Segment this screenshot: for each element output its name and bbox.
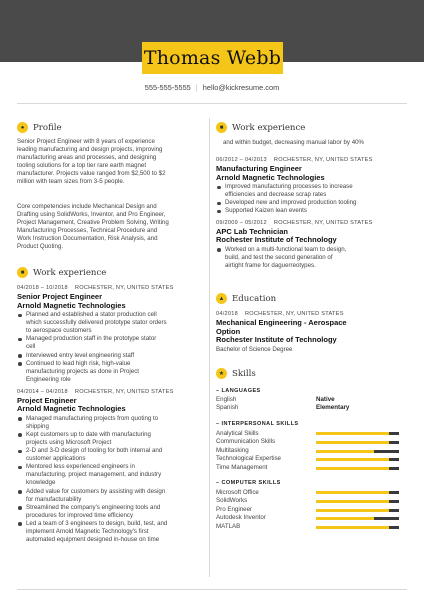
skill-level-bar (316, 467, 399, 470)
job-2-bullet: Led a team of 3 engineers to design, build, test, and implement Arnold Magnetic Technology's first automated equipment designed in-house on time (17, 520, 203, 544)
phone-number: 555-555-5555 (144, 83, 191, 92)
job-1-title: Senior Project Engineer (17, 292, 103, 301)
job-2-bullet: Mentored less experienced engineers in manufacturing, project management, and industry knowledge (17, 463, 203, 487)
skill-name: Microsoft Office (216, 488, 259, 496)
date-range: 04/2018 – 10/2018 (17, 285, 68, 291)
language-level: Native (316, 396, 335, 403)
skill-level-fill (316, 509, 389, 512)
skill-level-bar (316, 458, 399, 461)
skill-name: Analytical Skills (216, 429, 259, 437)
job-3-bullet: Developed new and improved production tooling (216, 199, 408, 207)
job-2-bullet: 2-D and 3-D design of tooling for both internal and customer applications (17, 447, 203, 463)
skill-name: Multitasking (216, 446, 249, 454)
job-4-title: APC Lab Technician (216, 226, 288, 236)
contact-line (0, 83, 424, 92)
job-2-bullet: Streamlined the company's engineering tools and procedures for improved time efficiency (17, 504, 203, 520)
computer-skills-label: – COMPUTER SKILLS (216, 480, 281, 486)
date-range: 06/2012 – 04/2013 (216, 157, 267, 163)
work-experience-continued-heading-title: Work experience (232, 122, 306, 133)
job-2-bullet: Added value for customers by assisting with design for manufacturability (17, 488, 203, 504)
job-3-meta (216, 157, 373, 163)
languages-label: – LANGUAGES (216, 388, 261, 394)
language-name: English (216, 396, 237, 403)
job-3-company: Arnold Magnetic Technologies (216, 172, 325, 182)
skill-level-bar (316, 432, 399, 435)
skill-name: Communication Skills (216, 438, 276, 446)
degree-title: Mechanical Engineering - Aerospace Option (216, 318, 347, 336)
skill-name: MATLAB (216, 522, 241, 530)
star-icon: ★ (216, 368, 227, 379)
education-heading (216, 293, 276, 304)
degree-level: Bachelor of Science Degree (216, 345, 293, 353)
person-icon: ● (17, 122, 28, 133)
profile-summary: Senior Project Engineer with 8 years of experience leading manufacturing and design projects, improving manufacturing areas and processes, and designing tooling solutions for a top tier rare earth magnet manufacturer. Projects value ranged from $2,500 to $2 million with team sizes from 3-5 people. (17, 137, 166, 185)
job-2-bullet: Kept customers up to date with manufacturing projects using Microsoft Project (17, 431, 203, 447)
job-location: ROCHESTER, NY, UNITED STATES (273, 219, 373, 226)
skill-level-bar (316, 441, 399, 444)
profile-heading-title: Profile (33, 122, 62, 133)
job-1-bullet: Interviewed entry level engineering staff (17, 352, 203, 360)
work-experience-continued-heading (216, 122, 305, 133)
job-1-bullet: Planned and established a stator production cell which successfully delivered prototype stator orders to aerospace customers (17, 311, 203, 335)
job-1-bullet: Managed production staff in the prototype stator cell (17, 335, 203, 351)
job-location: ROCHESTER, NY, UNITED STATES (74, 388, 174, 395)
skill-level-bar (316, 491, 399, 494)
job-3-bullet: Supported Kaizen lean events (216, 207, 408, 215)
education-meta (216, 311, 344, 317)
skill-name: Pro Engineer (216, 505, 253, 513)
date-range: 09/2009 – 05/2012 (216, 219, 267, 226)
skill-name: Time Management (216, 463, 268, 471)
school-name: Rochester Institute of Technology (216, 335, 337, 344)
profile-competencies: Core competencies include Mechanical Design and Drafting using SolidWorks, Inventor, and Pro Engineer, Project Management, Creative Problem Solving, Writing Manufacturing Processes, Technical Procedure and Work Instruction Documentation, Risk Analysis, and Product Quoting. (17, 202, 169, 250)
job-4-company: Rochester Institute of Technology (216, 235, 337, 244)
skill-level-bar (316, 450, 399, 453)
job-location: ROCHESTER, NY, UNITED STATES (273, 157, 373, 163)
graduation-cap-icon: ▲ (216, 293, 227, 304)
language-level: Elementary (316, 404, 350, 412)
job-location: ROCHESTER, NY, UNITED STATES (74, 285, 174, 291)
skill-name: Autodesk Inventor (216, 514, 266, 522)
skill-level-bar (316, 509, 399, 512)
job-3-title: Manufacturing Engineer (216, 164, 302, 173)
skill-level-fill (316, 467, 389, 470)
date-range: 04/2014 – 04/2018 (17, 388, 68, 395)
skills-heading-title: Skills (232, 368, 256, 379)
interpersonal-skills-label: – INTERPERSONAL SKILLS (216, 421, 299, 427)
job-1-meta (17, 285, 174, 291)
skill-name: SolidWorks (216, 497, 248, 505)
bottom-divider (17, 589, 407, 590)
skills-heading (216, 368, 256, 379)
column-divider (209, 118, 210, 577)
briefcase-icon: ■ (216, 122, 227, 133)
top-divider (17, 103, 407, 104)
skill-level-fill (316, 441, 389, 444)
work-experience-heading-title: Work experience (33, 267, 107, 278)
job-continuation-text: and within budget, decreasing manual labor by 40% (223, 139, 364, 146)
job-2-title: Project Engineer (17, 395, 77, 405)
email-address: hello@kickresume.com (202, 83, 280, 92)
skill-name: Technological Expertise (216, 455, 282, 463)
job-1-bullet: Continued to lead high risk, high-value manufacturing projects as done in Project Engineering role (17, 360, 203, 384)
education-heading-title: Education (232, 293, 277, 304)
briefcase-icon: ■ (17, 267, 28, 278)
skill-level-fill (316, 450, 374, 453)
job-2-bullet: Managed manufacturing projects from quoting to shipping (17, 415, 203, 431)
skill-level-fill (316, 500, 389, 503)
work-experience-heading (17, 267, 106, 278)
language-name: Spanish (216, 404, 239, 412)
candidate-name: Thomas Webb (143, 47, 282, 69)
job-4-meta (216, 220, 373, 226)
skill-level-fill (316, 491, 389, 494)
name-banner (142, 42, 283, 74)
job-4-bullet: Worked on a multi-functional team to design, build, and test the second generation of airtight frame for daguerreotypes. (216, 246, 408, 270)
skill-level-bar (316, 517, 399, 520)
skill-level-fill (316, 517, 374, 520)
skill-level-fill (316, 432, 389, 435)
job-2-meta (17, 389, 174, 395)
skill-level-fill (316, 458, 389, 461)
skill-level-bar (316, 526, 399, 529)
job-3-bullet: Improved manufacturing processes to increase efficiencies and decrease scrap rates (216, 183, 408, 199)
job-location: ROCHESTER, NY, UNITED STATES (244, 311, 344, 317)
date-range: 04/2018 (216, 311, 238, 317)
profile-heading (17, 122, 62, 133)
job-1-company: Arnold Magnetic Technologies (17, 300, 126, 310)
job-2-company: Arnold Magnetic Technologies (17, 404, 126, 413)
contact-separator: | (195, 83, 198, 92)
skill-level-bar (316, 500, 399, 503)
skill-level-fill (316, 526, 389, 529)
